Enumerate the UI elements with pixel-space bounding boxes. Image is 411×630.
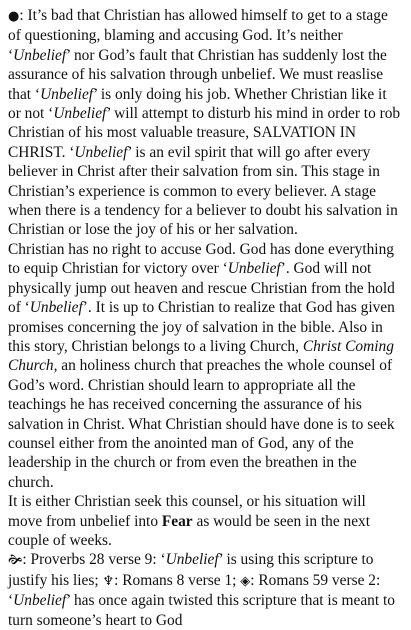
unbelief-term: Unbelief (13, 592, 67, 610)
paragraph-no-right-to-accuse (8, 240, 403, 492)
fear-term: Fear (161, 512, 193, 530)
text-run: : Proverbs 28 verse 9: ‘ (22, 551, 166, 569)
text-run: ’. It is up to Christian to realize that God has given promises concerning the joy of salvation in the bible. Also in this story, Christian belongs to a living Church, (8, 299, 395, 355)
unbelief-term: Unbelief (13, 46, 67, 64)
bullet-icon: ● (8, 9, 20, 24)
text-run: ’ nor God’s fault that Christian has suddenly lost the assurance of his salvation through unbelief. We must reaslise that ‘ (8, 46, 387, 103)
fleuron-icon: 🙞 (8, 553, 23, 569)
paragraph-unbelief-intro (8, 6, 403, 240)
church-name: Christ Coming Church, (8, 337, 394, 375)
neptune-symbol-icon: ♆ (102, 573, 115, 589)
text-run: : Romans 8 verse 1; (114, 571, 241, 589)
text-run: as would be seen in the next couple of weeks. (8, 512, 371, 549)
text-run: : Romans 59 verse 2: ‘ (8, 571, 381, 610)
unbelief-term: Unbelief (29, 299, 83, 317)
text-run: : It’s bad that Christian has allowed himself to get to a stage of questioning, blaming and accusing God. It’s neither ‘ (8, 7, 388, 64)
unbelief-term: Unbelief (40, 85, 94, 103)
unbelief-term: Unbelief (74, 143, 128, 161)
unbelief-term: Unbelief (165, 551, 219, 569)
text-run: Christian has no right to accuse God. God has done everything to equip Christian for victory over ‘ (8, 240, 394, 278)
text-run: ’ has once again twisted this scripture that is meant to turn someone’s heart to God (8, 592, 395, 629)
diamond-bullet-icon: ◈ (240, 573, 251, 589)
text-run: ’ will attempt to disturb his mind in order to rob Christian of his most valuable treasure, SALVATION IN CHRIST. ‘ (8, 105, 401, 161)
text-run: ’ is an evil spirit that will go after every believer in Christ after their salvation from sin. This stage in Christian’s experience is common to every believer. A stage when there is a tendency for a believer to doubt his salvation in Christian or lose the joy of his or her salvation. (8, 143, 398, 239)
text-run: ’ is using this scripture to justify his lies; (8, 551, 374, 589)
text-run: ’. God will not physically jump out heaven and rescue Christian from the hold of ‘ (8, 260, 395, 317)
paragraph-fear (8, 492, 403, 550)
text-run: It is either Christian seek this counsel, or his situation will move from unbelief into (8, 493, 366, 530)
unbelief-term: Unbelief (227, 260, 281, 278)
text-run: ’ is only doing his job. Whether Christian like it or not ‘ (8, 85, 387, 123)
text-run: an holiness church that preaches the whole counsel of God’s word. Christian should learn to appropriate all the teachings he has received concerning the assurance of his salvation in Christ. What Christian should have done is to seek counsel either from the anointed man of God, any of the leadership in the church or from even the breathen in the church. (8, 357, 395, 491)
unbelief-term: Unbelief (53, 105, 107, 123)
paragraph-scripture-references (8, 550, 403, 630)
